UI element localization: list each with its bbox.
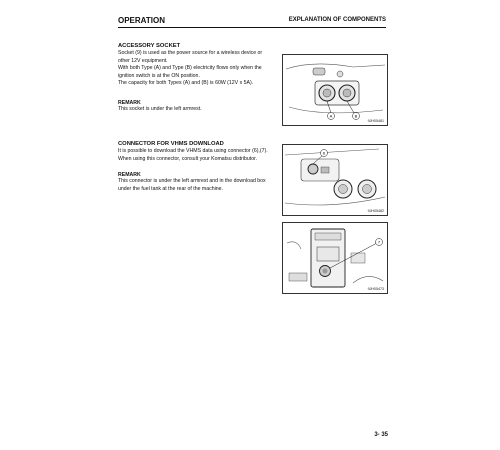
vhms-remark-text bbox=[118, 178, 282, 193]
callout-b: B bbox=[354, 113, 358, 119]
figure-vhms-connector bbox=[282, 144, 388, 216]
callout-6: 6 bbox=[322, 150, 326, 156]
remark-line: under the fuel tank at the rear of the machine. bbox=[118, 185, 223, 192]
figure-code: 9JH05481 bbox=[367, 119, 384, 123]
armrest-illustration bbox=[283, 145, 387, 215]
body-line: ignition switch is at the ON position. bbox=[118, 72, 200, 79]
body-line: When using this connector, consult your Komatsu distributor. bbox=[118, 155, 257, 162]
body-line: other 12V equipment. bbox=[118, 57, 168, 64]
vhms-heading: CONNECTOR FOR VHMS DOWNLOAD bbox=[118, 141, 224, 147]
accessory-socket-heading: ACCESSORY SOCKET bbox=[118, 43, 181, 49]
section-title: OPERATION bbox=[118, 16, 165, 25]
body-line: With both Type (A) and Type (B) electricity flows only when the bbox=[118, 65, 262, 72]
subsection-title: EXPLANATION OF COMPONENTS bbox=[288, 17, 386, 23]
figure-download-box bbox=[282, 222, 388, 294]
figure-accessory-socket bbox=[282, 54, 388, 126]
figure-code: 9JH05482 bbox=[367, 209, 384, 213]
body-line: The capacity for both Types (A) and (B) is 60W (12V x 5A). bbox=[118, 80, 254, 87]
remark-text: This socket is under the left armrest. bbox=[118, 106, 202, 112]
remark-heading: REMARK bbox=[118, 172, 141, 178]
figure-code: 9JH05473 bbox=[367, 287, 384, 291]
body-line: Socket (9) is used as the power source for a wireless device or bbox=[118, 50, 263, 56]
callout-7: 7 bbox=[377, 239, 381, 245]
vhms-body bbox=[118, 148, 282, 163]
remark-line: This connector is under the left armrest and in the download box bbox=[118, 178, 266, 184]
body-line: It is possible to download the VHMS data using connector (6),(7). bbox=[118, 148, 268, 154]
remark-heading: REMARK bbox=[118, 100, 141, 106]
callout-a: A bbox=[329, 113, 333, 119]
accessory-socket-body bbox=[118, 50, 278, 88]
header-rule bbox=[118, 27, 386, 28]
download-box-illustration bbox=[283, 223, 387, 293]
socket-illustration bbox=[283, 55, 387, 125]
page-number: 3- 35 bbox=[374, 432, 388, 438]
